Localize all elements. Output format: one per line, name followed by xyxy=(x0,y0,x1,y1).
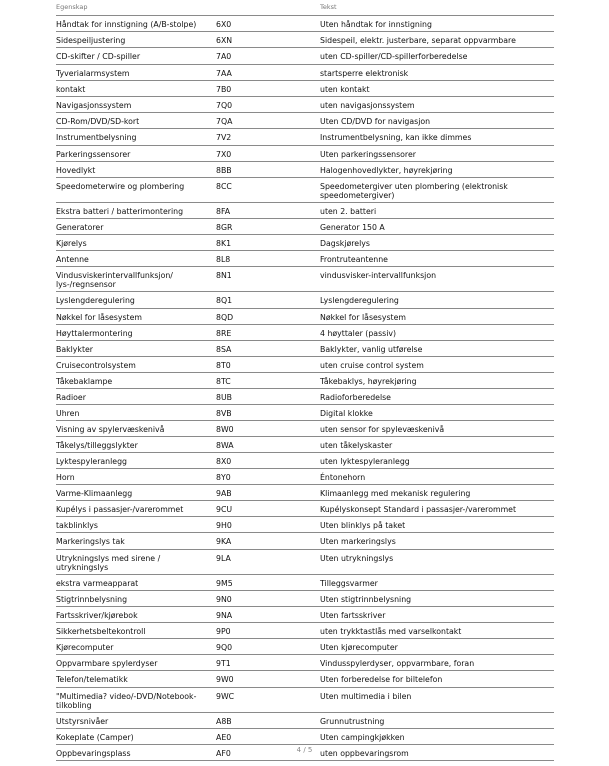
table-row xyxy=(56,655,554,671)
property-cell: Kokeplate (Camper) xyxy=(56,733,134,742)
code-cell: 9CU xyxy=(216,505,233,514)
header-property: Egenskap xyxy=(56,3,88,11)
header-text: Tekst xyxy=(320,3,337,11)
property-cell: Visning av spylervæskenivå xyxy=(56,425,165,434)
property-cell: Horn xyxy=(56,473,75,482)
property-cell: Generatorer xyxy=(56,223,104,232)
property-cell: "Multimedia? video/-DVD/Notebook-tilkobling xyxy=(56,692,197,710)
table-header xyxy=(56,0,554,16)
text-cell: uten CD-spiller/CD-spillerforberedelse xyxy=(320,52,468,61)
code-cell: 7A0 xyxy=(216,52,232,61)
table-row xyxy=(56,162,554,178)
table-row xyxy=(56,219,554,235)
table-row xyxy=(56,533,554,550)
property-cell: CD-Rom/DVD/SD-kort xyxy=(56,117,140,126)
text-cell: Digital klokke xyxy=(320,409,373,418)
text-cell: startsperre elektronisk xyxy=(320,69,409,78)
text-cell: Uten campingkjøkken xyxy=(320,733,405,742)
code-cell: 8CC xyxy=(216,182,232,191)
table-row xyxy=(56,251,554,267)
table-row xyxy=(56,607,554,623)
table-row xyxy=(56,713,554,729)
text-cell: Tåkebaklys, høyrekjøring xyxy=(320,377,417,386)
property-cell: Cruisecontrolsystem xyxy=(56,361,136,370)
table-row xyxy=(56,688,554,713)
text-cell: uten trykktastlås med varselkontakt xyxy=(320,627,462,636)
text-cell: Uten forberedelse for biltelefon xyxy=(320,675,443,684)
text-cell: Uten håndtak for innstigning xyxy=(320,20,432,29)
property-cell: Tyverialarmsystem xyxy=(56,69,130,78)
table-row xyxy=(56,373,554,389)
code-cell: 8QD xyxy=(216,313,234,322)
code-cell: AF0 xyxy=(216,749,231,758)
text-cell: Frontruteantenne xyxy=(320,255,388,264)
property-cell: Kjørelys xyxy=(56,239,87,248)
property-cell: Antenne xyxy=(56,255,89,264)
code-cell: 9NA xyxy=(216,611,233,620)
text-cell: Speedometergiver uten plombering (elektronisk speedometergiver) xyxy=(320,182,508,200)
code-cell: 9P0 xyxy=(216,627,231,636)
table-row xyxy=(56,235,554,251)
text-cell: Uten stigtrinnbelysning xyxy=(320,595,412,604)
property-cell: Varme-Klimaanlegg xyxy=(56,489,133,498)
text-cell: 4 høyttaler (passiv) xyxy=(320,329,397,338)
table-row xyxy=(56,65,554,81)
text-cell: Uten fartsskriver xyxy=(320,611,386,620)
table-row xyxy=(56,639,554,655)
code-cell: 8VB xyxy=(216,409,232,418)
table-row xyxy=(56,729,554,745)
table-row xyxy=(56,309,554,325)
text-cell: Baklykter, vanlig utførelse xyxy=(320,345,423,354)
text-cell: uten sensor for spylevæskenivå xyxy=(320,425,445,434)
table-row xyxy=(56,469,554,485)
property-cell: Ekstra batteri / batterimontering xyxy=(56,207,184,216)
property-cell: Sikkerhetsbeltekontroll xyxy=(56,627,146,636)
text-cell: Uten kjørecomputer xyxy=(320,643,398,652)
property-cell: Utrykningslys med sirene / utrykningslys xyxy=(56,554,161,572)
code-cell: 7Q0 xyxy=(216,101,233,110)
property-cell: Fartsskriver/kjørebok xyxy=(56,611,138,620)
code-cell: 6XN xyxy=(216,36,233,45)
property-cell: Vindusviskerintervallfunksjon/ lys-/regnsensor xyxy=(56,271,173,289)
table-row xyxy=(56,517,554,533)
code-cell: 9H0 xyxy=(216,521,232,530)
code-cell: A8B xyxy=(216,717,232,726)
text-cell: Halogenhovedlykter, høyrekjøring xyxy=(320,166,453,175)
table-row xyxy=(56,591,554,607)
property-cell: Stigtrinnbelysning xyxy=(56,595,128,604)
text-cell: Instrumentbelysning, kan ikke dimmes xyxy=(320,133,472,142)
table-row xyxy=(56,671,554,688)
text-cell: Lyslengderegulering xyxy=(320,296,399,305)
code-cell: 8W0 xyxy=(216,425,234,434)
property-cell: Instrumentbelysning xyxy=(56,133,137,142)
code-cell: 8X0 xyxy=(216,457,232,466)
code-cell: 9M5 xyxy=(216,579,233,588)
table-row xyxy=(56,203,554,219)
code-cell: 9LA xyxy=(216,554,231,563)
table-row xyxy=(56,575,554,591)
code-cell: 8RE xyxy=(216,329,232,338)
property-cell: ekstra varmeapparat xyxy=(56,579,139,588)
table-row xyxy=(56,623,554,639)
text-cell: Uten parkeringssensorer xyxy=(320,150,416,159)
code-cell: AE0 xyxy=(216,733,232,742)
code-cell: 9Q0 xyxy=(216,643,233,652)
text-cell: Vindusspylerdyser, oppvarmbare, foran xyxy=(320,659,475,668)
property-cell: Markeringslys tak xyxy=(56,537,125,546)
code-cell: 7AA xyxy=(216,69,232,78)
property-cell: Kupélys i passasjer-/varerommet xyxy=(56,505,184,514)
text-cell: Grunnutrustning xyxy=(320,717,385,726)
property-cell: takblinklys xyxy=(56,521,98,530)
text-cell: Uten utrykningslys xyxy=(320,554,394,563)
table-row xyxy=(56,48,554,65)
code-cell: 8T0 xyxy=(216,361,231,370)
page-number: 4 / 5 xyxy=(296,746,313,754)
code-cell: 8TC xyxy=(216,377,231,386)
property-cell: Tåkelys/tilleggslykter xyxy=(56,441,138,450)
table-row xyxy=(56,16,554,32)
code-cell: 8Y0 xyxy=(216,473,231,482)
text-cell: Kupélyskonsept Standard i passasjer-/varerommet xyxy=(320,505,517,514)
property-cell: kontakt xyxy=(56,85,86,94)
table-row xyxy=(56,146,554,162)
property-cell: Baklykter xyxy=(56,345,93,354)
text-cell: Dagskjørelys xyxy=(320,239,370,248)
property-cell: Oppbevaringsplass xyxy=(56,749,131,758)
code-cell: 8N1 xyxy=(216,271,232,280)
code-cell: 8BB xyxy=(216,166,232,175)
code-cell: 9N0 xyxy=(216,595,232,604)
property-cell: Navigasjonssystem xyxy=(56,101,132,110)
table-row xyxy=(56,357,554,373)
text-cell: Uten markeringslys xyxy=(320,537,396,546)
property-cell: Høyttalermontering xyxy=(56,329,133,338)
property-cell: Speedometerwire og plombering xyxy=(56,182,185,191)
property-cell: Håndtak for innstigning (A/B-stolpe) xyxy=(56,20,197,29)
table-row xyxy=(56,113,554,129)
code-cell: 8L8 xyxy=(216,255,231,264)
table-row xyxy=(56,405,554,421)
code-cell: 8FA xyxy=(216,207,231,216)
text-cell: Tilleggsvarmer xyxy=(320,579,378,588)
text-cell: uten kontakt xyxy=(320,85,370,94)
text-cell: Klimaanlegg med mekanisk regulering xyxy=(320,489,471,498)
text-cell: uten cruise control system xyxy=(320,361,424,370)
text-cell: vindusvisker-intervallfunksjon xyxy=(320,271,437,280)
property-cell: Lyktespyleranlegg xyxy=(56,457,127,466)
text-cell: Uten multimedia i bilen xyxy=(320,692,412,701)
table-row xyxy=(56,267,554,292)
text-cell: Radioforberedelse xyxy=(320,393,391,402)
code-cell: 7V2 xyxy=(216,133,232,142)
property-cell: Uhren xyxy=(56,409,80,418)
code-cell: 8K1 xyxy=(216,239,232,248)
text-cell: uten oppbevaringsrom xyxy=(320,749,409,758)
table-row xyxy=(56,129,554,146)
code-cell: 7X0 xyxy=(216,150,232,159)
text-cell: Sidespeil, elektr. justerbare, separat oppvarmbare xyxy=(320,36,516,45)
table-row xyxy=(56,437,554,453)
code-cell: 7B0 xyxy=(216,85,232,94)
code-cell: 8SA xyxy=(216,345,232,354)
table-row xyxy=(56,341,554,357)
table-row xyxy=(56,501,554,517)
code-cell: 6X0 xyxy=(216,20,232,29)
property-cell: Hovedlykt xyxy=(56,166,96,175)
property-cell: Telefon/telematikk xyxy=(56,675,128,684)
property-cell: Nøkkel for låsesystem xyxy=(56,313,142,322)
table-row xyxy=(56,178,554,203)
text-cell: Uten blinklys på taket xyxy=(320,521,406,530)
property-cell: Sidespeiljustering xyxy=(56,36,126,45)
table-row xyxy=(56,389,554,405)
code-cell: 9WC xyxy=(216,692,235,701)
text-cell: Generator 150 A xyxy=(320,223,385,232)
code-cell: 8UB xyxy=(216,393,233,402)
table-row xyxy=(56,97,554,113)
property-cell: Radioer xyxy=(56,393,86,402)
text-cell: uten tåkelyskaster xyxy=(320,441,393,450)
property-cell: Utstyrsnivåer xyxy=(56,717,109,726)
table-row xyxy=(56,453,554,469)
code-cell: 9AB xyxy=(216,489,232,498)
property-cell: Parkeringssensorer xyxy=(56,150,131,159)
text-cell: Nøkkel for låsesystem xyxy=(320,313,406,322)
code-cell: 9KA xyxy=(216,537,232,546)
table-row xyxy=(56,550,554,575)
text-cell: Éntonehorn xyxy=(320,473,366,482)
table-row xyxy=(56,485,554,501)
code-cell: 8GR xyxy=(216,223,233,232)
text-cell: uten navigasjonssystem xyxy=(320,101,415,110)
property-cell: Kjørecomputer xyxy=(56,643,114,652)
table-row xyxy=(56,292,554,309)
text-cell: uten 2. batteri xyxy=(320,207,377,216)
property-cell: Oppvarmbare spylerdyser xyxy=(56,659,158,668)
table-row xyxy=(56,421,554,437)
table-row xyxy=(56,81,554,97)
code-cell: 9T1 xyxy=(216,659,231,668)
spec-table xyxy=(56,0,554,761)
code-cell: 9W0 xyxy=(216,675,234,684)
text-cell: uten lyktespyleranlegg xyxy=(320,457,410,466)
property-cell: Lyslengderegulering xyxy=(56,296,135,305)
code-cell: 8Q1 xyxy=(216,296,233,305)
code-cell: 7QA xyxy=(216,117,233,126)
code-cell: 8WA xyxy=(216,441,234,450)
property-cell: Tåkebaklampe xyxy=(56,377,113,386)
table-row xyxy=(56,32,554,48)
table-row xyxy=(56,325,554,341)
property-cell: CD-skifter / CD-spiller xyxy=(56,52,141,61)
table-body xyxy=(56,16,554,761)
text-cell: Uten CD/DVD for navigasjon xyxy=(320,117,431,126)
